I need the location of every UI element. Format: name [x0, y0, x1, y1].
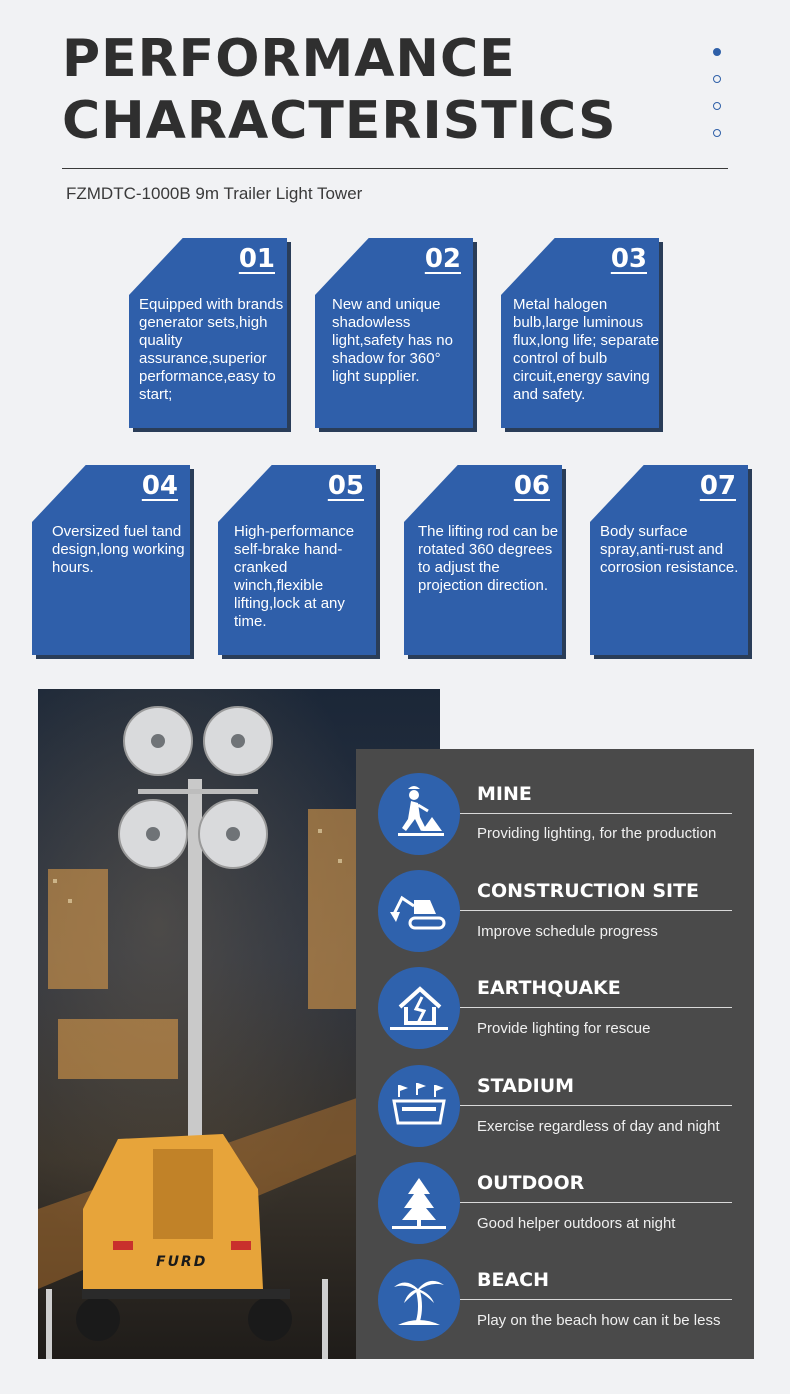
application-title: STADIUM [477, 1075, 575, 1097]
application-title: MINE [477, 783, 532, 805]
application-desc: Providing lighting, for the production [477, 825, 717, 842]
feature-card-04 [32, 465, 190, 655]
feature-card-02 [315, 238, 473, 428]
application-desc: Exercise regardless of day and night [477, 1118, 720, 1135]
page-dot-1[interactable] [713, 48, 721, 56]
feature-card-06 [404, 465, 562, 655]
feature-text: Metal halogen bulb,large luminous flux,long life; separate control of bulb circuit,energy saving and safety. [513, 296, 659, 403]
application-desc: Play on the beach how can it be less [477, 1312, 721, 1329]
feature-card-03 [501, 238, 659, 428]
feature-text: Equipped with brands generator sets,high quality assurance,superior performance,easy to start; [139, 296, 284, 403]
feature-number: 03 [610, 244, 647, 274]
feature-card-07 [590, 465, 748, 655]
tree-icon [378, 1162, 460, 1244]
page-dot-4[interactable] [713, 129, 721, 137]
application-title: EARTHQUAKE [477, 977, 621, 999]
application-title: BEACH [477, 1269, 550, 1291]
application-item-outdoor [356, 1162, 754, 1259]
application-item-beach [356, 1259, 754, 1356]
stadium-icon [378, 1065, 460, 1147]
brand-label: FURD [156, 1254, 208, 1270]
application-desc: Provide lighting for rescue [477, 1020, 651, 1037]
header-divider [62, 168, 728, 169]
application-title: OUTDOOR [477, 1172, 585, 1194]
application-title: CONSTRUCTION SITE [477, 880, 700, 902]
feature-text: Oversized fuel tand design,long working hours. [52, 523, 185, 576]
feature-text: The lifting rod can be rotated 360 degrees to adjust the projection direction. [418, 523, 559, 594]
application-item-stadium [356, 1065, 754, 1162]
page-title [62, 28, 617, 152]
palm-tree-icon [378, 1259, 460, 1341]
feature-number: 02 [424, 244, 461, 274]
feature-number: 05 [327, 471, 364, 501]
page-dot-2[interactable] [713, 75, 721, 83]
applications-panel [356, 749, 754, 1359]
title-line-1: PERFORMANCE [62, 29, 516, 89]
broken-house-icon [378, 967, 460, 1049]
pagination-dots [713, 48, 721, 156]
excavator-icon [378, 870, 460, 952]
feature-number: 07 [699, 471, 736, 501]
worker-icon [378, 773, 460, 855]
application-item-mine [356, 773, 754, 870]
application-desc: Good helper outdoors at night [477, 1215, 676, 1232]
feature-card-01 [129, 238, 287, 428]
feature-number: 04 [141, 471, 178, 501]
feature-text: New and unique shadowless light,safety has no shadow for 360° light supplier. [332, 296, 453, 385]
page-dot-3[interactable] [713, 102, 721, 110]
feature-text: Body surface spray,anti-rust and corrosion resistance. [600, 523, 739, 576]
feature-text: High-performance self-brake hand-cranked winch,flexible lifting,lock at any time. [234, 523, 355, 630]
application-item-construction-site [356, 870, 754, 967]
title-line-2: CHARACTERISTICS [62, 91, 617, 151]
application-item-earthquake [356, 967, 754, 1064]
feature-number: 06 [513, 471, 550, 501]
application-desc: Improve schedule progress [477, 923, 658, 940]
product-subtitle: FZMDTC-1000B 9m Trailer Light Tower [66, 184, 363, 203]
feature-card-05 [218, 465, 376, 655]
feature-number: 01 [238, 244, 275, 274]
